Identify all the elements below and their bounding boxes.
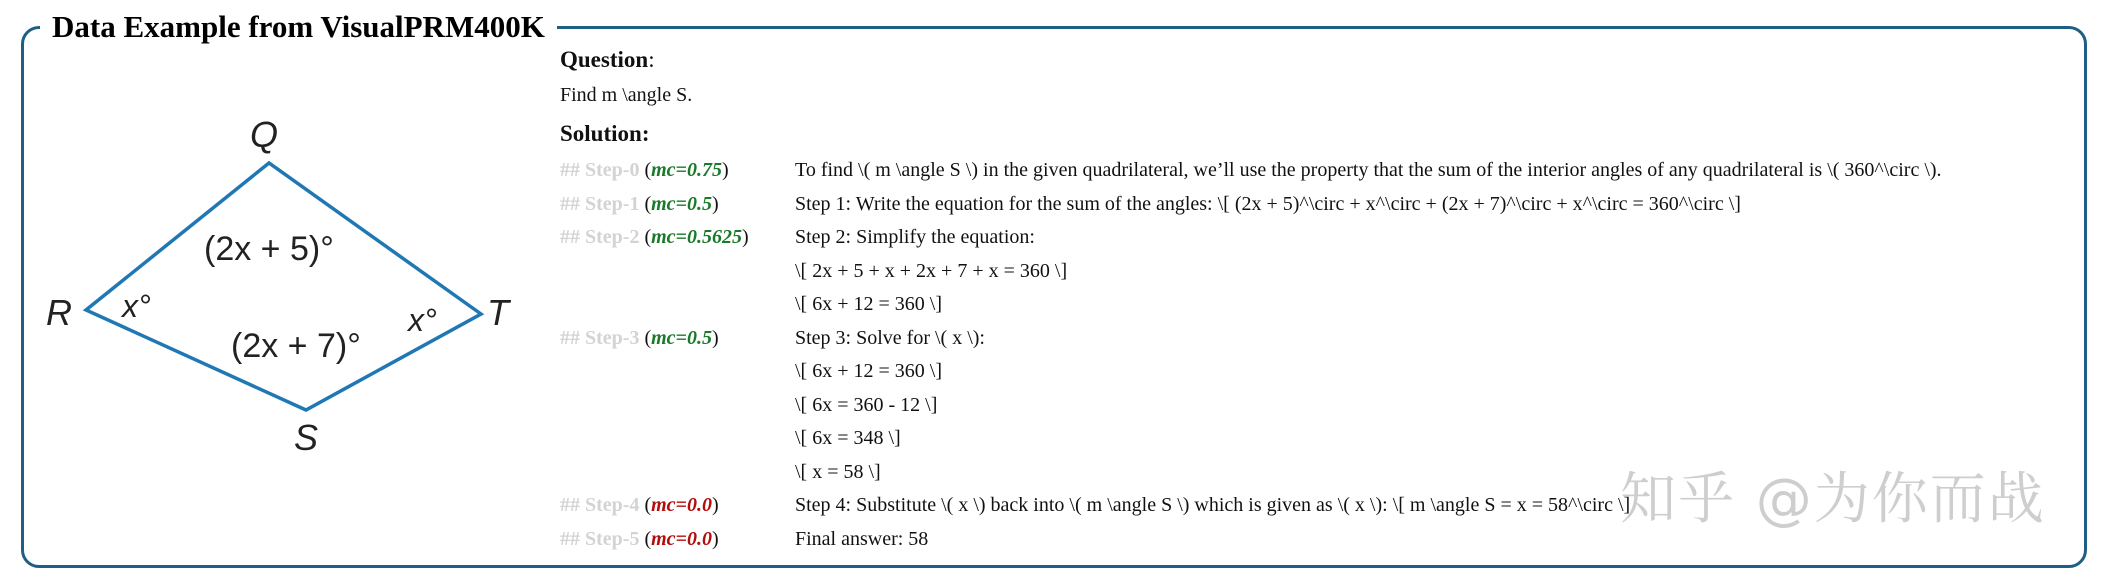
mc-score: mc=0.0: [651, 527, 712, 550]
step-label: ## Step-2 (mc=0.5625): [560, 226, 749, 248]
step-id: ## Step-2: [560, 226, 640, 248]
mc-score: mc=0.5625: [651, 226, 742, 248]
question-heading: Question:: [560, 47, 655, 72]
angle-label-r: x°: [122, 288, 151, 324]
step-text: To find \( m \angle S \) in the given quadrilateral, we’ll use the property that the sum of the interior angles of any quadrilateral is \( 360^\circ \).: [795, 159, 1942, 181]
vertex-label-t: T: [487, 292, 509, 333]
step-label: ## Step-1 (mc=0.5): [560, 192, 719, 215]
step-text: Step 2: Simplify the equation:: [795, 226, 1035, 248]
step-label: ## Step-5 (mc=0.0): [560, 527, 719, 550]
frame-title: Data Example from VisualPRM400K: [40, 8, 557, 46]
step-continuation: [560, 389, 2070, 423]
mc-score: mc=0.5: [651, 326, 712, 349]
step-id: ## Step-3: [560, 326, 640, 349]
vertex-label-s: S: [294, 417, 319, 458]
step-text: Step 4: Substitute \( x \) back into \( m \angle S \) which is given as \( x \): \[ m \angle S = x = 58^\circ \]: [795, 494, 1631, 516]
step-id: ## Step-1: [560, 192, 640, 215]
step-id: ## Step-5: [560, 527, 640, 550]
step-row: [560, 221, 2070, 255]
angle-label-q: (2x + 5)°: [204, 230, 334, 268]
quadrilateral-shape: [86, 163, 481, 410]
step-row: [560, 188, 2070, 222]
step-text: Step 1: Write the equation for the sum of the angles: \[ (2x + 5)^\circ + x^\circ + (2x + 7)^\circ + x^\circ = 360^\circ \]: [795, 192, 1741, 215]
step-row: [560, 154, 2070, 188]
step-text: \[ 2x + 5 + x + 2x + 7 + x = 360 \]: [795, 259, 1068, 282]
step-label: ## Step-0 (mc=0.75): [560, 159, 729, 181]
step-label: ## Step-3 (mc=0.5): [560, 326, 719, 349]
geometry-figure: [40, 95, 560, 475]
step-continuation: [560, 422, 2070, 456]
step-text: \[ x = 58 \]: [795, 460, 881, 483]
vertex-label-r: R: [46, 292, 72, 333]
step-continuation: [560, 255, 2070, 289]
step-label: ## Step-4 (mc=0.0): [560, 494, 719, 516]
quadrilateral-diagram: [40, 95, 560, 475]
step-text: \[ 6x = 348 \]: [795, 427, 901, 449]
step-continuation: [560, 288, 2070, 322]
mc-score: mc=0.0: [651, 494, 712, 516]
angle-label-t: x°: [408, 302, 437, 338]
mc-score: mc=0.5: [651, 192, 712, 215]
step-text: \[ 6x = 360 - 12 \]: [795, 393, 938, 416]
step-text: \[ 6x + 12 = 360 \]: [795, 293, 942, 315]
watermark: 知乎 @为你而战: [1620, 467, 2046, 532]
step-id: ## Step-4: [560, 494, 640, 516]
step-text: Final answer: 58: [795, 527, 929, 550]
angle-label-s: (2x + 7)°: [231, 327, 361, 365]
question-text: Find m \angle S.: [560, 84, 693, 106]
step-id: ## Step-0: [560, 159, 640, 181]
step-row: [560, 322, 2070, 356]
step-continuation: [560, 355, 2070, 389]
step-text: \[ 6x + 12 = 360 \]: [795, 360, 942, 382]
vertex-label-q: Q: [250, 114, 279, 155]
step-text: Step 3: Solve for \( x \):: [795, 326, 985, 349]
mc-score: mc=0.75: [651, 159, 722, 181]
solution-heading: Solution:: [560, 121, 650, 146]
